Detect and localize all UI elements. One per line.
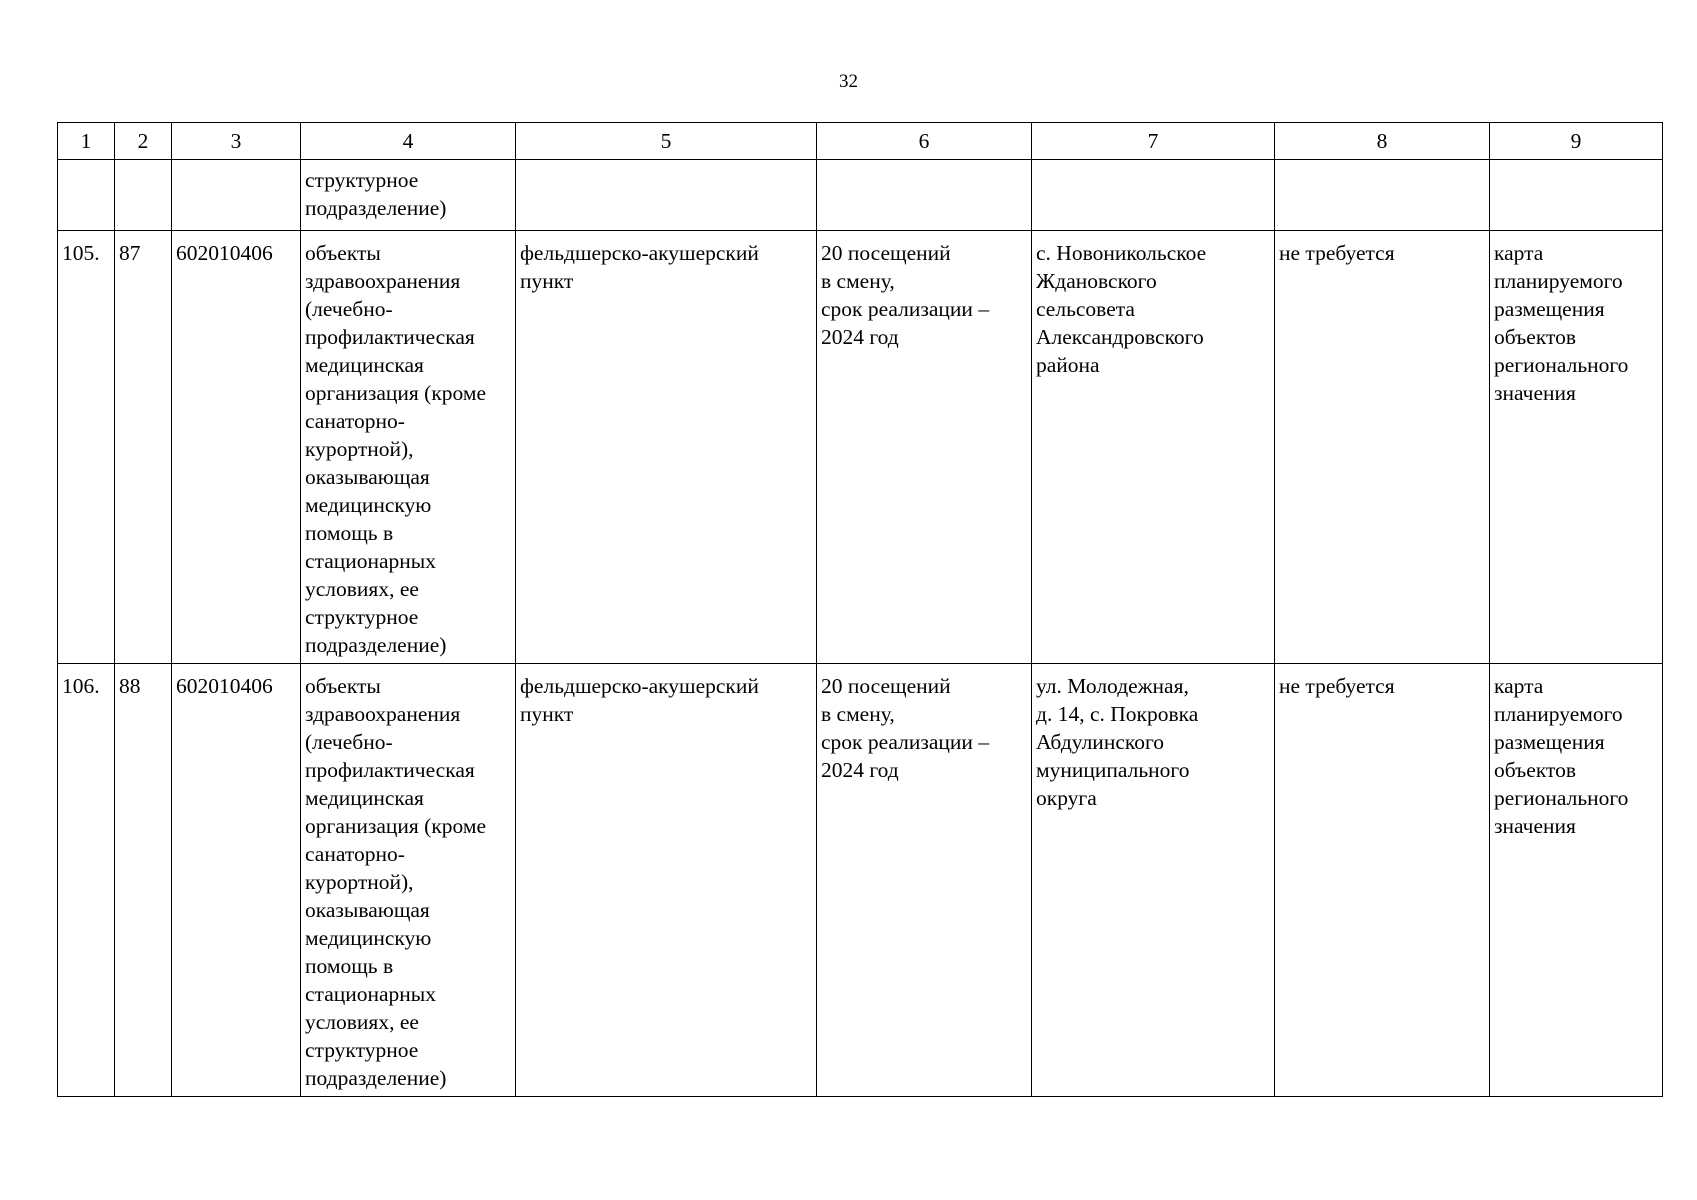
index-cell: 88 bbox=[115, 664, 172, 1097]
code-cell bbox=[172, 160, 301, 231]
objects-table bbox=[57, 122, 1663, 1097]
object-type-cell: объекты здравоохранения (лечебно- профилактическая медицинская организация (кроме санаторно- курортной), оказывающая медицинскую помощь в стационарных условиях, ее структурное подразделение) bbox=[301, 231, 516, 664]
map-reference-cell bbox=[1490, 160, 1663, 231]
row-number-cell bbox=[58, 160, 115, 231]
header-cell: 9 bbox=[1490, 123, 1663, 160]
header-cell: 8 bbox=[1275, 123, 1490, 160]
index-cell bbox=[115, 160, 172, 231]
code-cell: 602010406 bbox=[172, 231, 301, 664]
header-cell: 4 bbox=[301, 123, 516, 160]
object-name-cell bbox=[516, 160, 817, 231]
header-cell: 3 bbox=[172, 123, 301, 160]
header-cell: 7 bbox=[1032, 123, 1275, 160]
table-row bbox=[58, 664, 1663, 1097]
characteristics-cell: 20 посещений в смену, срок реализации – 2024 год bbox=[817, 664, 1032, 1097]
row-number-cell: 105. bbox=[58, 231, 115, 664]
table-row bbox=[58, 160, 1663, 231]
table-row bbox=[58, 231, 1663, 664]
header-cell: 5 bbox=[516, 123, 817, 160]
characteristics-cell: 20 посещений в смену, срок реализации – 2024 год bbox=[817, 231, 1032, 664]
header-cell: 2 bbox=[115, 123, 172, 160]
object-name-cell: фельдшерско-акушерский пункт bbox=[516, 231, 817, 664]
header-cell: 1 bbox=[58, 123, 115, 160]
object-type-cell: объекты здравоохранения (лечебно- профилактическая медицинская организация (кроме санаторно- курортной), оказывающая медицинскую помощь в стационарных условиях, ее структурное подразделение) bbox=[301, 664, 516, 1097]
index-cell: 87 bbox=[115, 231, 172, 664]
map-reference-cell: карта планируемого размещения объектов регионального значения bbox=[1490, 664, 1663, 1097]
table-header-row bbox=[58, 123, 1663, 160]
location-cell: ул. Молодежная, д. 14, с. Покровка Абдулинского муниципального округа bbox=[1032, 664, 1275, 1097]
zone-cell: не требуется bbox=[1275, 231, 1490, 664]
map-reference-cell: карта планируемого размещения объектов регионального значения bbox=[1490, 231, 1663, 664]
header-cell: 6 bbox=[817, 123, 1032, 160]
location-cell: с. Новоникольское Ждановского сельсовета Александровского района bbox=[1032, 231, 1275, 664]
object-name-cell: фельдшерско-акушерский пункт bbox=[516, 664, 817, 1097]
object-type-cell: структурное подразделение) bbox=[301, 160, 516, 231]
code-cell: 602010406 bbox=[172, 664, 301, 1097]
location-cell bbox=[1032, 160, 1275, 231]
zone-cell: не требуется bbox=[1275, 664, 1490, 1097]
row-number-cell: 106. bbox=[58, 664, 115, 1097]
page-number: 32 bbox=[839, 71, 858, 92]
zone-cell bbox=[1275, 160, 1490, 231]
characteristics-cell bbox=[817, 160, 1032, 231]
